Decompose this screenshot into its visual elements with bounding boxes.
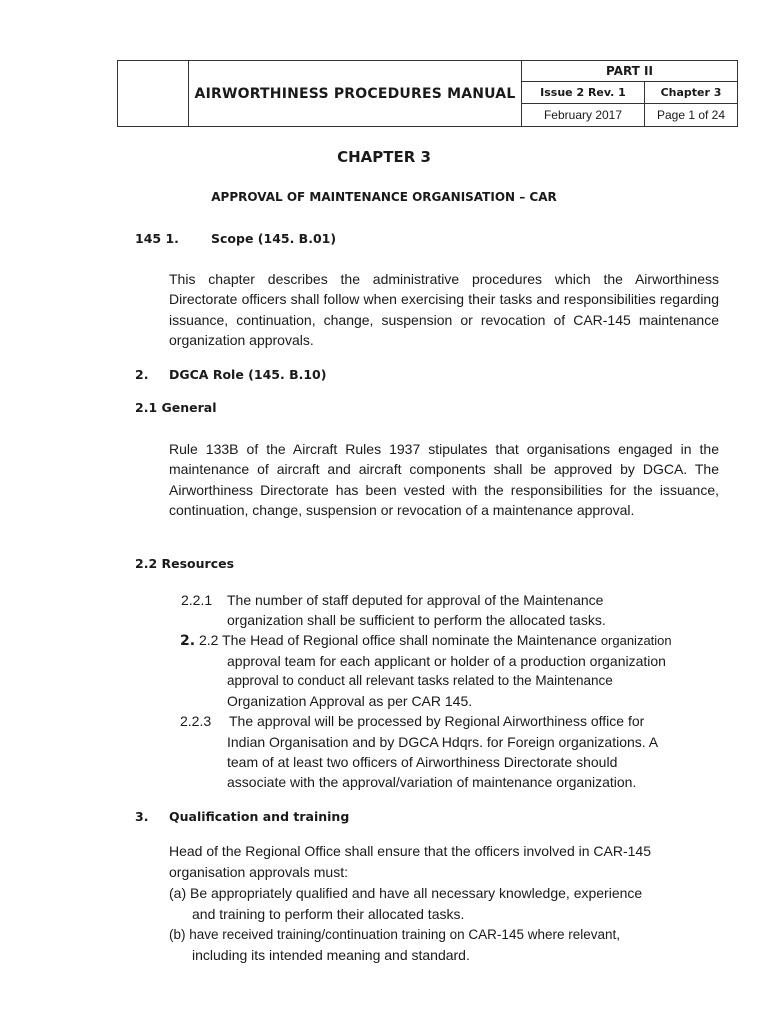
manual-title: AIRWORTHINESS PROCEDURES MANUAL (189, 61, 522, 126)
item-2-2-1-line-1: The number of staff deputed for approval of the Maintenance (227, 592, 604, 608)
section-1-body: This chapter describes the administrative procedures which the Airworthiness Directorate officers shall follow when exercising their tasks and responsibilities regarding issuance, continuation, change, suspension or revocation of CAR-145 maintenance organization approvals. (169, 271, 719, 348)
item-2-2-3-line-2: Indian Organisation and by DGCA Hdqrs. for Foreign organizations. A (227, 734, 659, 750)
item-2-2-3-number: 2.2.3 (180, 713, 212, 729)
part-label: PART II (522, 61, 737, 82)
section-3-title: Qualification and training (169, 809, 350, 824)
section-2-number: 2. (135, 367, 149, 382)
section-2-1-title: 2.1 General (135, 400, 217, 415)
section-3-intro-line-1: Head of the Regional Office shall ensure that the officers involved in CAR-145 (169, 843, 651, 859)
section-2-1-body: Rule 133B of the Aircraft Rules 1937 stipulates that organisations engaged in the maintenance of aircraft and aircraft components shall be approved by DGCA. The Airworthiness Directorate has been vested with the responsibilities for the issuance, continuation, change, suspension or revocation of a maintenance approval. (169, 441, 719, 518)
header-meta (522, 61, 737, 126)
item-2-2-2-text-end: organization (600, 633, 672, 648)
item-2-2-2-line-1 (180, 632, 672, 649)
document-header (117, 60, 738, 127)
item-2-2-3-line-3: team of at least two officers of Airworthiness Directorate should (227, 754, 618, 770)
section-3-intro-line-2: organisation approvals must: (169, 864, 348, 880)
item-2-2-2-line-3: approval to conduct all relevant tasks related to the Maintenance (227, 673, 613, 688)
item-b-line-1: (b) have received training/continuation training on CAR-145 where relevant, (169, 927, 621, 942)
item-a-line-2: and training to perform their allocated tasks. (192, 906, 465, 922)
date-label: February 2017 (522, 104, 645, 126)
item-2-2-2-bold-number: 2. (180, 633, 196, 649)
item-2-2-1-number: 2.2.1 (181, 592, 213, 608)
logo-cell (118, 61, 189, 126)
chapter-subtitle: APPROVAL OF MAINTENANCE ORGANISATION – CAR (211, 190, 557, 204)
chapter-label: Chapter 3 (660, 86, 722, 99)
item-2-2-2-line-2: approval team for each applicant or holder of a production organization (227, 653, 666, 669)
item-2-2-3-line-4: associate with the approval/variation of maintenance organization. (227, 774, 637, 790)
section-3-number: 3. (135, 809, 149, 824)
section-2-title: DGCA Role (145. B.10) (169, 367, 327, 382)
header-row-date (522, 104, 737, 126)
item-b-line-2: including its intended meaning and standard. (192, 947, 470, 963)
item-a-line-1: (a) Be appropriately qualified and have all necessary knowledge, experience (169, 885, 643, 901)
section-1-number: 145 1. (135, 231, 179, 246)
page-label: Page 1 of 24 (656, 108, 726, 122)
item-2-2-2-text: 2.2 The Head of Regional office shall nominate the Maintenance (195, 632, 601, 648)
header-row-issue (522, 82, 737, 104)
section-2-2-title: 2.2 Resources (135, 556, 235, 571)
item-2-2-2-line-4: Organization Approval as per CAR 145. (227, 693, 473, 709)
chapter-title: CHAPTER 3 (337, 148, 431, 166)
section-1-title: Scope (145. B.01) (211, 231, 337, 246)
item-2-2-1-line-2: organization shall be sufficient to perform the allocated tasks. (227, 612, 606, 628)
issue-label: Issue 2 Rev. 1 (522, 82, 645, 103)
item-2-2-3-line-1: The approval will be processed by Regional Airworthiness office for (229, 713, 645, 729)
